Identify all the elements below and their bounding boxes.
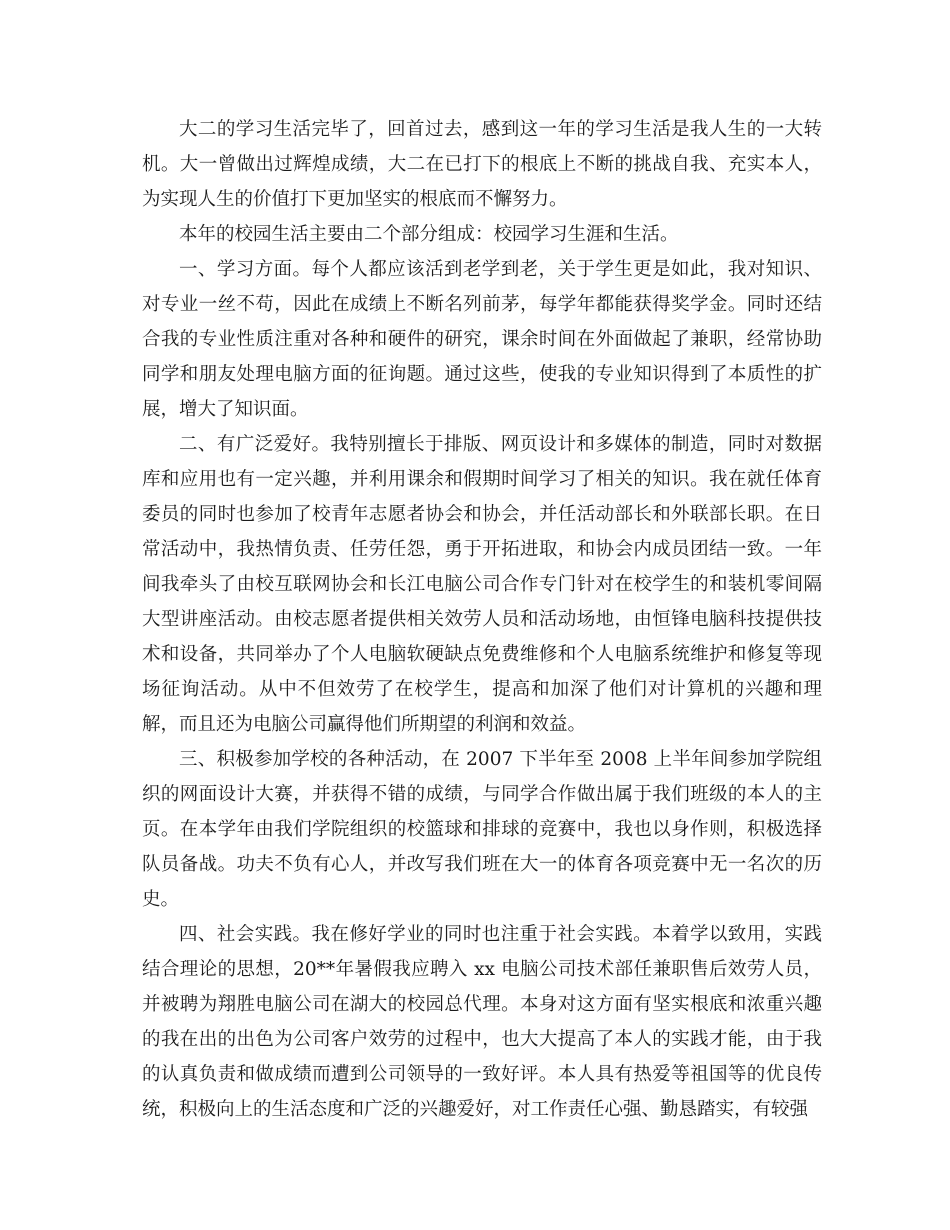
paragraph-overview: 本年的校园生活主要由二个部分组成：校园学习生涯和生活。 (179, 224, 679, 245)
paragraph-intro: 大二的学习生活完毕了，回首过去，感到这一年的学习生活是我人生的一大转机。大一曾做出过辉煌成绩，大二在已打下的根底上不断的挑战自我、充实本人，为实现人生的价值打下更加坚实的根底而不懈努力。 (142, 119, 822, 210)
document-body (142, 112, 822, 1127)
paragraph-social-practice: 四、社会实践。我在修好学业的同时也注重于社会实践。本着学以致用，实践结合理论的思想，20**年暑假我应聘入 xx 电脑公司技术部任兼职售后效劳人员，并被聘为翔胜电脑公司在湖大的校园总代理。本身对这方面有坚实根底和浓重兴趣的我在出的出色为公司客户效劳的过程中，也大大提高了本人的实践才能，由于我的认真负责和做成绩而遭到公司领导的一致好评。本人具有热爱等祖国等的优良传统，积极向上的生活态度和广泛的兴趣爱好，对工作责任心强、勤恳踏实，有较强 (142, 924, 822, 1120)
paragraph-study: 一、学习方面。每个人都应该活到老学到老，关于学生更是如此，我对知识、对专业一丝不苟，因此在成绩上不断名列前茅，每学年都能获得奖学金。同时还结合我的专业性质注重对各种和硬件的研究，课余时间在外面做起了兼职，经常协助同学和朋友处理电脑方面的征询题。通过这些，使我的专业知识得到了本质性的扩展，增大了知识面。 (142, 259, 822, 420)
paragraph-activities: 三、积极参加学校的各种活动，在 2007 下半年至 2008 上半年间参加学院组织的网面设计大赛，并获得不错的成绩，与同学合作做出属于我们班级的本人的主页。在本学年由我们学院组织的校篮球和排球的竞赛中，我也以身作则，积极选择队员备战。功夫不负有心人，并改写我们班在大一的体育各项竞赛中无一名次的历史。 (142, 749, 822, 910)
paragraph-hobbies: 二、有广泛爱好。我特别擅长于排版、网页设计和多媒体的制造，同时对数据库和应用也有一定兴趣，并利用课余和假期时间学习了相关的知识。我在就任体育委员的同时也参加了校青年志愿者协会和协会，并任活动部长和外联部长职。在日常活动中，我热情负责、任劳任怨，勇于开拓进取，和协会内成员团结一致。一年间我牵头了由校互联网协会和长江电脑公司合作专门针对在校学生的和装机零间隔大型讲座活动。由校志愿者提供相关效劳人员和活动场地，由恒锋电脑科技提供技术和设备，共同举办了个人电脑软硬缺点免费维修和个人电脑系统维护和修复等现场征询活动。从中不但效劳了在校学生，提高和加深了他们对计算机的兴趣和理解，而且还为电脑公司赢得他们所期望的利润和效益。 (142, 434, 822, 735)
